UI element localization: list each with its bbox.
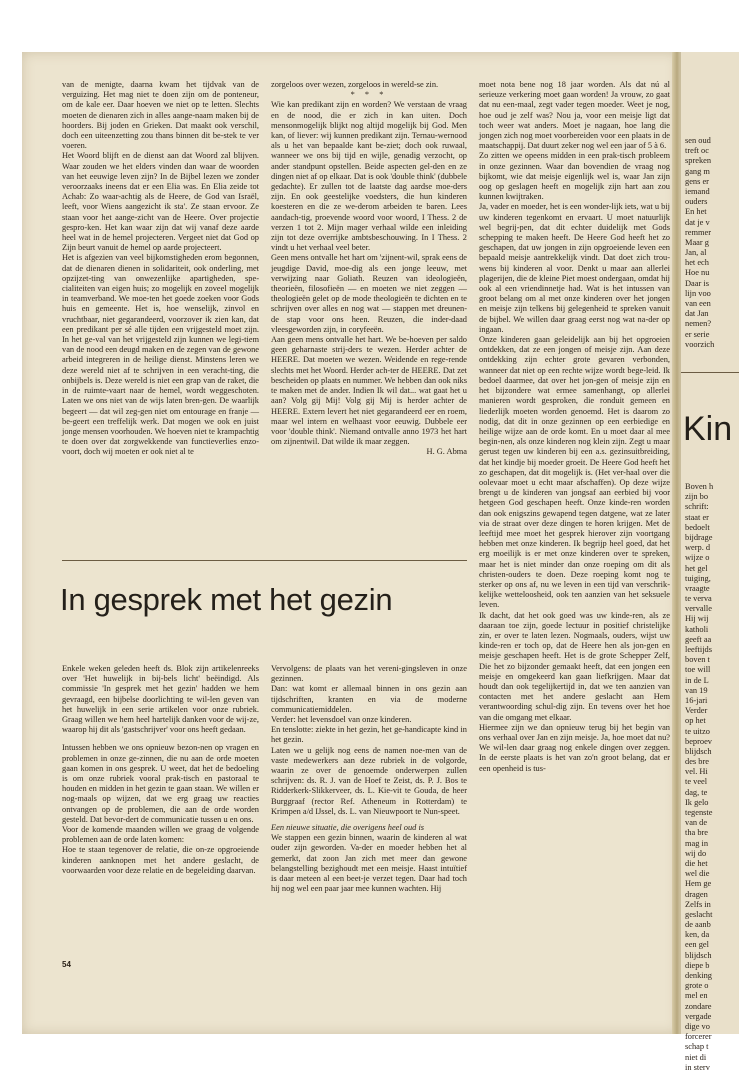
right-page-text-line: dat je v bbox=[685, 217, 710, 227]
right-page-text-line: staat er bbox=[685, 512, 709, 522]
right-page-text-line: diepe b bbox=[685, 960, 710, 970]
right-page-text-line: te veel bbox=[685, 777, 708, 787]
section-divider bbox=[62, 560, 467, 561]
right-page-text-line: er serie bbox=[685, 329, 710, 339]
right-page-text-line: van een bbox=[685, 299, 711, 308]
article-column-2 bbox=[271, 80, 467, 555]
right-page-text-line: toe will bbox=[685, 665, 711, 675]
right-page-text-line: mag in bbox=[685, 838, 709, 848]
paragraph: Laten we u gelijk nog eens de namen noe-men van de vaste medewerkers aan deze rubriek in de volgorde, waarin ze over de genoemde onderwerpen zullen schrijven: ds. R. J. van de Hoef te Zeist, ds. P. J. Bos te Ridderkerk-Slikkerveer, ds. L. Kie-vit te Gouda, de heer Burggraaf (rector Ref. Atheneum in Rotterdam) te Krimpen a/d IJssel, ds. L. van Nieuwpoort te Nun-speet. bbox=[271, 745, 467, 816]
right-page-text-line: te verva bbox=[685, 594, 712, 604]
right-page-text-line: denking bbox=[685, 971, 712, 980]
right-page-text-line: in de L bbox=[685, 675, 709, 685]
article-column-3 bbox=[479, 80, 670, 980]
paragraph: van de menigte, daarna kwam het tijdvak van de verguizing. Het mag niet te doen zijn om de ponteneur, om de kale eer. Daar hoeven we niet op te letten. Slechts moeten de dienaren zich in alles aange-naam maken bij de hoorders. Bij joden en Grieken. Dat maakt ook verschil, doch een uiteenzetting zou thans binnen dit be-stek te ver voeren. bbox=[62, 80, 259, 151]
paragraph: Enkele weken geleden heeft ds. Blok zijn artikelenreeks over 'Het huwelijk in bij-bels licht' beëindigd. Als commissie 'In gesprek met het gezin' hadden we hem gevraagd, een bijbelse doorlichting te wil-len geven van het huwelijk in een serie artikelen voor onze rubriek. Graag willen we hem heel hartelijk danken voor de wij-ze, waarop hij dit als 'gastschrijver' voor ons heeft gedaan. bbox=[62, 664, 259, 735]
paragraph: We stappen een gezin binnen, waarin de kinderen al wat ouder zijn geworden. Va-der en moeder hebben het al gemerkt, dat zoon Jan zich met meer dan gewone belangstelling bezighoudt met een meisje. Haast intuïtief is daar meteen al een beet-je verzet tegen. Daar had toch hij nog wel een paar jaar mee kunnen wachten. Hij bbox=[271, 833, 467, 894]
right-page-text-line: sen oud bbox=[685, 136, 711, 145]
right-page-text-line: beproev bbox=[685, 736, 712, 746]
paragraph: Het Woord blijft en de dienst aan dat Woord zal blijven. Waar zouden we het elders vinden dan waar de woorden van het eeuwige leven zijn? In de Bijbel lezen we zonder veroorzaaks ineens dat er een Elia was. En Elia zeide tot Achab: Zo waar-achtig als de Heere, de God van Israël, leeft, voor Wiens aangezicht ik sta'. Ze staan ervoor. Ze staan voor het aange-zicht van de Heere. Over projectie gespro-ken. Het kan waar zijn dat wij vanaf deze aarde heel wat in de hemel projecteren. Vergeet niet dat God op Zijn beurt vanuit de hemel op aarde projecteert. bbox=[62, 151, 259, 253]
right-page-text-line: van de bbox=[685, 818, 708, 828]
right-page-text-line: tegenste bbox=[685, 808, 713, 817]
right-page-text-line: het ech bbox=[685, 258, 709, 268]
right-page-text-line: grote o bbox=[685, 981, 709, 991]
right-page-text-line: in sterv bbox=[685, 1062, 710, 1072]
subheading: Een nieuwe situatie, die overigens heel oud is bbox=[271, 823, 425, 833]
right-page-text-line: gens er bbox=[685, 176, 709, 186]
right-page-text-line: wij do bbox=[685, 848, 707, 858]
right-page-text-line: Hij wij bbox=[685, 614, 709, 624]
right-page-text-line: dige vo bbox=[685, 1021, 710, 1031]
right-page-text-line: gang m bbox=[685, 166, 710, 176]
paragraph: Wie kan predikant zijn en worden? We verstaan de vraag en de nood, die er zich in kan uiten. Doch mensonmogelijk blijkt nog altijd mogelijk bij God. Men kan, of liever: wij kunnen predikant zijn. Ternau-wernood als u het van bepaalde kant be-ziet; doch ook ruwaal, wanneer we ons bij tijd en wijle, genadig verzocht, op ander standpunt opstellen. Beide aspecten gel-den en ze dingen niet af op elkaar. Dat is ook 'double think' (dubbele gedachte). Er zullen tot de laatste dag aardse moe-ders zijn. En ook geestelijke voedsters, die hun kinderen koesteren en die ze we-derom arbeiden te baren. Lees aandach-tig, proevende woord voor woord, I Thess. 2 de verzen 1 tot 2. Mijn mager verhaal wilde een inleiding zijn tot deze overrijke ambtsbeschouwing. In I Thess. 2 vindt u het verhaal veel beter. bbox=[271, 100, 467, 253]
right-page-text-line: die het bbox=[685, 858, 708, 868]
right-page-text-line: voorzich bbox=[685, 339, 715, 349]
right-page-text-line: blijdsch bbox=[685, 950, 712, 960]
right-page-text-line: Maar g bbox=[685, 237, 709, 247]
article-headline: In gesprek met het gezin bbox=[60, 582, 393, 617]
right-page-text-line: Jan, al bbox=[685, 248, 707, 258]
right-page-top-text bbox=[685, 136, 714, 350]
paragraph: Vervolgens: de plaats van het vereni-gingsleven in onze gezinnen. bbox=[271, 664, 467, 684]
section-separator: * * * bbox=[350, 90, 388, 100]
right-page-text-line: des bre bbox=[685, 757, 709, 767]
right-page-text-line: vel. Hi bbox=[685, 767, 708, 777]
right-page-text-line: Hoe nu bbox=[685, 268, 710, 278]
right-page-text-line: schrift: bbox=[685, 502, 709, 512]
right-page-text-line: boven t bbox=[685, 655, 710, 665]
right-page bbox=[680, 52, 739, 1072]
right-page-text-line: remmer bbox=[685, 227, 712, 237]
right-page-text-line: Ik gelo bbox=[685, 797, 709, 807]
paragraph: Voor de komende maanden willen we graag de volgende problemen aan de orde laten komen: bbox=[62, 825, 259, 845]
right-page-text-line: schap t bbox=[685, 1042, 709, 1052]
right-page-text-line: dag, te bbox=[685, 787, 708, 797]
paragraph: Ik dacht, dat het ook goed was uw kinde-ren, als ze daaraan toe zijn, goede lectuur in positief christelijke zin, er over te laten lezen. Nogmaals, ouders, wijst uw kinde-ren er toch op, dat de Heere hen als jon-gen en meisje geschapen heeft. Het is de grote Schepper Zelf, Die het zo bijzonder gemaakt heeft, dat een jongen een meisje en omgekeerd kan gaan liefkrijgen. Maar dat houdt dan ook tegelijkertijd in, dat we ten aanzien van contacten met het andere geslacht aan Hem verantwoording schul-dig zijn. En tevens over het hoe van die omgang met elkaar. bbox=[479, 610, 670, 722]
right-page-text-line: niet di bbox=[685, 1052, 707, 1062]
right-page-text-line: bedoelt bbox=[685, 522, 710, 532]
paragraph: Aan geen mens ontvalle het hart. We be-hoeven per saldo geen geharnaste strij-ders te wezen. Herder achter de HEERE. Dat moeten we wezen. Weidende en rege-rende slechts met het Woord. Herder ach-ter de HEERE. Dat zet bescheiden op plaats en nummer. We hebben dan ook niks te maken met de ander. Indien Ik wil dat... wat gaat het u aan? Volg gij Mij! Volg gij Mij is herder achter de HEERE. Extern levert het niet gegarandeerd eer en roem, maar wel intern en welhaast voor eeuwig. Dubbele eer voor 'double think'. Niemand ontvalle anno 1973 het hart om zijnentwil. Dat wilde ik maar zeggen. bbox=[271, 335, 467, 447]
right-page-text-line: wel die bbox=[685, 869, 710, 879]
right-page-text-line: forcerer bbox=[685, 1032, 712, 1042]
right-page-text-line: op het bbox=[685, 716, 706, 726]
right-page-text-line: werp. d bbox=[685, 543, 711, 553]
right-page-text-line: de aanb bbox=[685, 920, 711, 930]
paragraph: Verder: het levensdoel van onze kinderen. bbox=[271, 715, 412, 725]
right-page-text-line: vraagte bbox=[685, 583, 710, 593]
right-page-text-line: geeft aa bbox=[685, 634, 712, 644]
right-page-text-line: katholi bbox=[685, 624, 709, 634]
right-page-text-line: iemand bbox=[685, 186, 710, 196]
paragraph: Intussen hebben we ons opnieuw bezon-nen op vragen en problemen in onze ge-zinnen, die nu aan de orde moeten gaan komen in ons gesprek. U weet, dat het de bedoeling is om onze rubriek vooral prak-tisch en pastoraal te houden en midden in het gezin te gaan staan. We willen er nog-maals op wijzen, dat we erg graag uw reacties ontvangen op de problemen, die aan de orde worden gesteld. Dat bevor-dert de communicatie tussen u en ons. bbox=[62, 743, 259, 824]
right-page-text-line: mel en bbox=[685, 991, 708, 1001]
right-page-headline: Kin bbox=[683, 410, 733, 448]
paragraph: moet nota bene nog 18 jaar worden. Als dat nú al serieuze verkering moet gaan worden! Ja vrouw, zo gaat dat nu een-maal, zegt vader tegen moeder. Weet je nog, hoe oud je zelf was? Nou ja, voor een meisje ligt dat toch weer wat anders. Moet je nagaan, hoe lang die jongen zich nog moet voorbereiden voor een plaats in de maatschappij. Dat duurt zeker nog wel een jaar of 5 à 6. bbox=[479, 80, 670, 151]
paragraph: Hoe te staan tegenover de relatie, die on-ze opgroeiende kinderen aanknopen met het andere geslacht, de voorwaarden voor deze relatie en de begeleiding daarvan. bbox=[62, 845, 259, 875]
right-page-text-line: treft oc bbox=[685, 146, 709, 156]
article-column-5 bbox=[271, 664, 467, 954]
right-page-text-line: ken, da bbox=[685, 930, 710, 940]
right-page-text-line: En het bbox=[685, 207, 707, 217]
right-page-text-line: tuiging, bbox=[685, 573, 711, 583]
right-page-text-line: nemen? bbox=[685, 319, 712, 329]
right-page-text-line: tha bre bbox=[685, 828, 709, 838]
paragraph: Ja, vader en moeder, het is een wonder-lijk iets, wat u bij uw kinderen tegenkomt en ervaart. U moet natuurlijk wel begrij-pen, dat dit echter duidelijk met Gods schepping te maken heeft. De Heere God heeft het zo geschapen, dat uw jongen in zijn opgroeiende leven een bepaald meisje aantrekkelijk vindt. Dat doet zich trou-wens bij kinderen al voor. Denkt u maar aan allerlei plagerijen, die de kleine Piet moest ondergaan, omdat hij ook al een vriendinnetje had. Wat is het intussen van groot belang om al met onze kinderen over het jongen en meisje zijn telkens bij gelegenheid te spreken vanuit de bijbel. We willen daar graag eerst nog wat na-der op ingaan. bbox=[479, 202, 670, 334]
paragraph: Dan: wat komt er allemaal binnen in ons gezin aan tijdschriften, kranten en via de moderne communicatiemiddelen. bbox=[271, 684, 467, 714]
right-page-text-line: bijdrage bbox=[685, 532, 713, 542]
right-section-divider bbox=[681, 372, 739, 373]
right-page-text-line: het gel bbox=[685, 563, 708, 573]
right-page-text-line: 16-jari bbox=[685, 695, 708, 705]
right-page-text-line: Zelfs in bbox=[685, 899, 711, 909]
right-page-text-line: vervalle bbox=[685, 604, 712, 614]
article-column-1 bbox=[62, 80, 259, 555]
right-page-text-line: dragen bbox=[685, 889, 708, 899]
right-page-text-line: Verder bbox=[685, 706, 708, 716]
paragraph: En tenslotte: ziekte in het gezin, het ge-handicapte kind in het gezin. bbox=[271, 725, 467, 745]
right-page-text-line: wijze o bbox=[685, 553, 710, 563]
article-column-4 bbox=[62, 664, 259, 954]
right-page-text-line: Hem ge bbox=[685, 879, 712, 889]
right-page-text-line: te uitzo bbox=[685, 726, 710, 736]
right-page-text-line: blijdsch bbox=[685, 746, 712, 756]
right-page-text-line: Daar is bbox=[685, 278, 709, 288]
paragraph: Zo zitten we opeens midden in een prak-tisch probleem in onze gezinnen. Waar dan bovendien de vraag nog bijkomt, wie dat meisje eigenlijk wel is, waar Jan zijn oog op geslagen heeft en mogelijk zijn hart aan zou kunnen kwijtraken. bbox=[479, 151, 670, 202]
author-signature: H. G. Abma bbox=[426, 447, 467, 457]
paragraph: zorgeloos over wezen, zorgeloos in wereld-se zin. bbox=[271, 80, 439, 89]
right-page-text-line: Boven h bbox=[685, 482, 714, 491]
right-page-text-line: ouders bbox=[685, 197, 708, 207]
right-page-text-line: spreken bbox=[685, 156, 712, 166]
right-page-text-line: zondare bbox=[685, 1001, 712, 1011]
paragraph: Het is afgezien van veel bijkomstigheden erom begonnen, dat de dienaren dienen in solidariteit, ook onderling, met opzijzet-ting van onwezenlijke apartigheden, spe-cialiteiten van eigen huis; zo mogelijk en zoveel mogelijk in teamverband. We moe-ten het goede zoeken voor Gods huis en gemeente. Het is, hoe wenselijk, zinvol en vruchtbaar, niet gegarandeerd, voorzover ik zien kan, dat een predikant per sé alle tijden een vrijgesteld moet zijn. In het ge-val van het vrijgesteld zijn kunnen we legi-tiem van de nood een deugd maken en de zegen van de gewone arbeid integreren in de heilige dienst. Minstens leren we deze wereld niet af te schrijven in een veracht-ting, die onbijbels is. Deze wereld is niet een grap van de raket, die in de ruimte-vaart naar de hemel, wordt weggeschoten. Laten we ons niet van de wijs laten bren-gen. De waarlijk begeert — dat wil zeg-gen niet om entourage en franje — be-geert een treffelijk werk. Dat mogen we ook en juist jonge mensen voorhouden. We hoeven niet te krampachtig te doen over dat zorgwekkende van functieverlies enzo-voort, doch wij moeten er ook niet al te bbox=[62, 253, 259, 457]
right-page-text-line: van 19 bbox=[685, 685, 708, 695]
right-page-text-line: een gel bbox=[685, 940, 709, 950]
right-page-text-line: zijn bo bbox=[685, 492, 709, 502]
right-page-text-line: dat Jan bbox=[685, 309, 709, 319]
right-page-text-line: leeftijds bbox=[685, 645, 712, 654]
right-page-text-line: vergade bbox=[685, 1011, 712, 1021]
paragraph: Geen mens ontvalle het hart om 'zijnent-wil, sprak eens de jeugdige David, moe-dig als een jonge leeuw, met verwijzing naar Goliath. Reuzen van ideologieën, theorieën, filosofieën — en moeten we niet zeggen — theologieën gelet op de mode theologieën te dichten en te schrijven over alles en nog wat — stappen met dreunen-de stap voor ons heen. Reuzen, die inder-daad vleesgeworden zijn, in coryfeeën. bbox=[271, 253, 467, 334]
paragraph: Hiermee zijn we dan opnieuw terug bij het begin van ons verhaal over Jan en zijn meisje. Ja, hoe moet dat nu? We wil-len daar graag nog enkele dingen over zeggen. In de eerste plaats is het van zo'n groot belang, dat er een openheid is tus- bbox=[479, 722, 670, 773]
right-page-text-line: geslacht bbox=[685, 909, 713, 919]
paragraph: Onze kinderen gaan geleidelijk aan bij het opgroeien ontdekken, dat ze een jongen of meisje zijn. Aan deze ontdekking zijn echter grote gevaren verbonden, wanneer dat niet op een rechte wijze wordt bege-leid. Ik bedoel daarmee, dat over het jon-gen of meisje zijn en het bijzondere wat ermee samenhangt, op allerlei manieren wordt gesproken, die ronduit gemeen en liederlijk moeten worden genoemd. Het is daarom zo nodig, dat dit in onze gezinnen op een eerbiedige en heilige wijze aan de orde komt. En u moet daar al mee begin-nen, als onze kinderen nog klein zijn. Zegt u maar gerust tegen uw kinderen bij een a.s. gezinsuitbreiding, dat het kindje bij moeder groeit. De Heere God heeft het zo geschapen, dat dit mogelijk is. (Het ver-haal over die oolevaar moet u echt maar afschaffen). Op deze wijze brengt u de kinderen van jongsaf aan eerbied bij voor hetgeen God geschapen heeft. Onze kinde-ren worden dan ook enigszins gewapend tegen datgene, wat ze later via de straat over deze dingen te horen krijgen. Met de leeftijd mee moet het gesprek hierover zijn voortgang hebben met onze kinderen. Ik begrijp heel goed, dat het erg moeilijk is er met onze kinderen over te spreken, maar het is niet minder dan onze roeping om dit als christen-ouders te doen. Deze roeping komt nog te sterker op ons af, nu we leven in een tijd van verschrik-kelijke wetteloosheid, ook ten aanzien van het seksuele leven. bbox=[479, 335, 670, 610]
page-number: 54 bbox=[62, 960, 71, 969]
right-page-bottom-text bbox=[685, 482, 713, 1073]
right-page-text-line: lijn voo bbox=[685, 288, 711, 298]
